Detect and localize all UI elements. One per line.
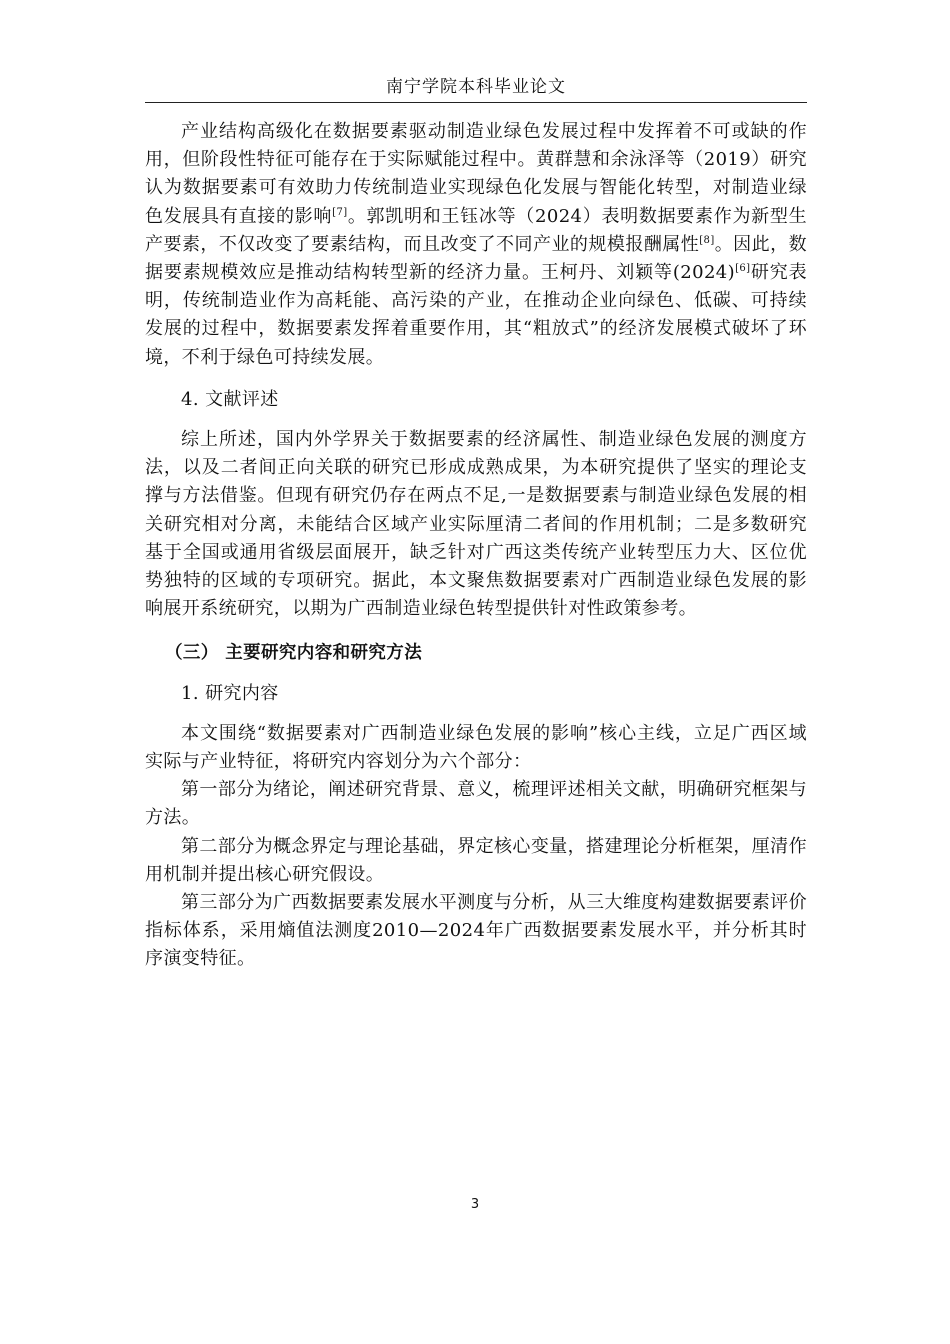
paragraph-text: 研究表明，传统制造业作为高耗能、高污染的产业，在推动企业向绿色、低碳、可持续发展的过程中，数据要素发挥着重要作用，其“粗放式”的经济发展模式破坏了环境，不利于绿色可持续发展。 [145,262,808,368]
paragraph-part-two: 第二部分为概念界定与理论基础，界定核心变量，搭建理论分析框架，厘清作用机制并提出核心研究假设。 [145,835,807,885]
citation-ref: [8] [699,234,715,246]
paragraph-text: 。郭凯明和王钰冰等（2024）表明数据要素作为新型生产要素，不仅改变了要素结构，而且改变了不同产业的规模报酬属性 [145,205,807,255]
paragraph-industrial-structure [145,118,807,372]
page-number: 3 [470,1197,480,1212]
heading-literature-review: 4. 文献评述 [181,388,279,410]
paragraph-text: 。因此，数据要素规模效应是推动结构转型新的经济力量。王柯丹、刘颖等(2024) [145,233,807,284]
heading-section-3: （三） 主要研究内容和研究方法 [165,643,423,664]
document-body [145,118,807,974]
paragraph-research-intro: 本文围绕“数据要素对广西制造业绿色发展的影响”核心主线，立足广西区域实际与产业特征，将研究内容划分为六个部分： [145,722,807,773]
paragraph-part-three: 第三部分为广西数据要素发展水平测度与分析，从三大维度构建数据要素评价指标体系，采用熵值法测度2010—2024年广西数据要素发展水平，并分析其时序演变特征。 [145,892,807,970]
paragraph-text: 产业结构高级化在数据要素驱动制造业绿色发展过程中发挥着不可或缺的作用，但阶段性特征可能存在于实际赋能过程中。黄群慧和余泳泽等（2019）研究认为数据要素可有效助力传统制造业实现绿色化发展与智能化转型，对制造业绿色发展具有直接的影响 [145,121,807,227]
citation-ref: [6] [735,263,751,275]
heading-research-content: 1. 研究内容 [181,682,279,704]
paragraph-literature-review: 综上所述，国内外学界关于数据要素的经济属性、制造业绿色发展的测度方法，以及二者间正向关联的研究已形成成熟成果，为本研究提供了坚实的理论支撑与方法借鉴。但现有研究仍存在两点不足,一是数据要素与制造业绿色发展的相关研究相对分离，未能结合区域产业实际厘清二者间的作用机制；二是多数研究基于全国或通用省级层面展开，缺乏针对广西这类传统产业转型压力大、区位优势独特的区域的专项研究。据此，本文聚焦数据要素对广西制造业绿色发展的影响展开系统研究，以期为广西制造业绿色转型提供针对性政策参考。 [145,429,807,620]
citation-ref: [7] [332,206,348,218]
page-header-title: 南宁学院本科毕业论文 [145,74,807,103]
paragraph-part-one: 第一部分为绪论，阐述研究背景、意义，梳理评述相关文献，明确研究框架与方法。 [145,779,807,829]
